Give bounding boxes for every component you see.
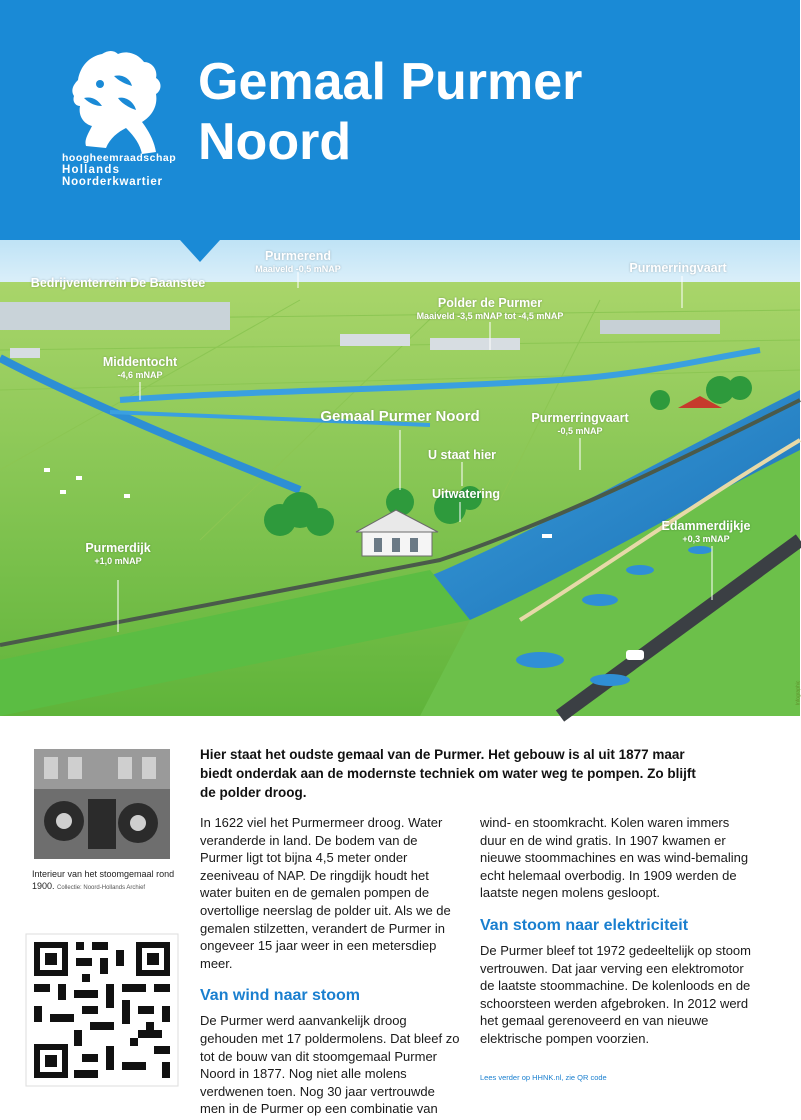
paragraph: wind- en stoomkracht. Kolen waren immers duur en de wind gratis. In 1907 kwamen er nieuwe stoommachines en was wind-bemaling echt helemaal overbodig. In 1909 werden de laatste negen molens gesloopt.: [480, 815, 749, 901]
label-name: Bedrijventerrein De Baanstee: [30, 276, 206, 290]
map-label-baanstee: [31, 276, 205, 291]
label-sub: Maaiveld -0,5 mNAP: [255, 264, 341, 274]
label-sub: +0,3 mNAP: [682, 534, 730, 544]
label-name: U staat hier: [427, 448, 497, 462]
label-sub: -4,6 mNAP: [117, 370, 163, 380]
map-label-purmerringvaart-level: [531, 411, 628, 437]
org-line: Hollands: [62, 164, 121, 176]
label-sub: -0,5 mNAP: [557, 426, 603, 436]
label-name: Gemaal Purmer Noord: [320, 408, 480, 425]
text-column-2: [480, 814, 755, 1048]
label-name: Purmerend: [265, 249, 331, 263]
qr-code[interactable]: [26, 934, 178, 1086]
map-label-edammerdijkje: [662, 519, 751, 545]
map-label-purmerdijk: [85, 541, 150, 567]
label-name: Polder de Purmer: [437, 296, 543, 310]
map-label-polder-de-purmer: [417, 296, 564, 322]
map-label-purmerringvaart-top: [629, 261, 726, 276]
org-line: Noorderkwartier: [62, 176, 163, 188]
map-label-purmerend: [255, 249, 341, 275]
section-heading: Van stoom naar elektriciteit: [480, 916, 689, 934]
boat: [542, 534, 552, 538]
map-label-gemaal: [320, 408, 479, 426]
header-banner: [0, 0, 800, 240]
label-name: Purmerringvaart: [531, 411, 629, 425]
title-line: Noord: [198, 113, 352, 171]
paragraph: In 1622 viel het Purmermeer droog. Water veranderde in land. De bodem van de Purmer ligt tot bijna 4,5 meter onder zeeniveau of NAP. De ringdijk houdt het water buiten en de gemalen pompen de overtollige neerslag de polder uit. Als we de gemalen stilzetten, verandert de Purmer in ongeveer 15 jaar weer in een metersdiep meer.: [200, 815, 451, 971]
illustration-credit: Infographic: [795, 680, 801, 706]
label-sub: +1,0 mNAP: [94, 556, 142, 566]
map-label-uitwatering: [432, 487, 500, 502]
label-name: Middentocht: [102, 355, 178, 369]
text-column-1: [200, 814, 462, 1118]
read-more-link[interactable]: Lees verder op HHNK.nl, zie QR code: [480, 1073, 607, 1082]
photo-caption: [32, 868, 180, 894]
org-line: hoogheemraadschap: [62, 152, 177, 164]
paragraph: De Purmer werd aanvankelijk droog gehouden met 17 poldermolens. Dat bleef zo tot de bouw van dit stoomgemaal Purmer Noord in 1877. Nog niet alle molens verdwenen toen. Nog 30 jaar vertrouwde men in de Purmer op een combinatie van: [200, 1013, 460, 1117]
intro-paragraph: Hier staat het oudste gemaal van de Purmer. Het gebouw is al uit 1877 maar biedt onderdak aan de modernste techniek om water weg te pompen. Zo blijft de polder droog.: [200, 747, 696, 800]
photo-source: Collectie: Noord-Hollands Archief: [57, 885, 146, 891]
paragraph: De Purmer bleef tot 1972 gedeeltelijk op stoom vertrouwen. Dat jaar verving een elektromotor de laatste stoommachine. De kolenloods en de schoorsteen werden afgebroken. In 2012 werd het gemaal gerenoveerd en van nieuwe elektrische pompen voorzien.: [480, 942, 751, 1046]
car: [626, 650, 644, 660]
label-sub: Maaiveld -3,5 mNAP tot -4,5 mNAP: [416, 311, 564, 321]
label-name: Purmerdijk: [85, 541, 151, 555]
map-label-u-staat-hier: [428, 448, 496, 463]
label-name: Uitwatering: [431, 487, 501, 501]
label-name: Edammerdijkje: [661, 519, 751, 533]
title-line: Gemaal Purmer: [198, 53, 583, 111]
page-title: [198, 52, 758, 172]
photo-caption-text: Interieur van het stoomgemaal rond 1900.: [32, 869, 175, 891]
organization-name: [62, 152, 202, 188]
map-label-middentocht: [103, 355, 177, 381]
historic-photo: [34, 749, 170, 859]
section-heading: Van wind naar stoom: [200, 987, 361, 1005]
polder-map-illustration: [0, 240, 800, 716]
label-name: Purmerringvaart: [629, 261, 727, 275]
